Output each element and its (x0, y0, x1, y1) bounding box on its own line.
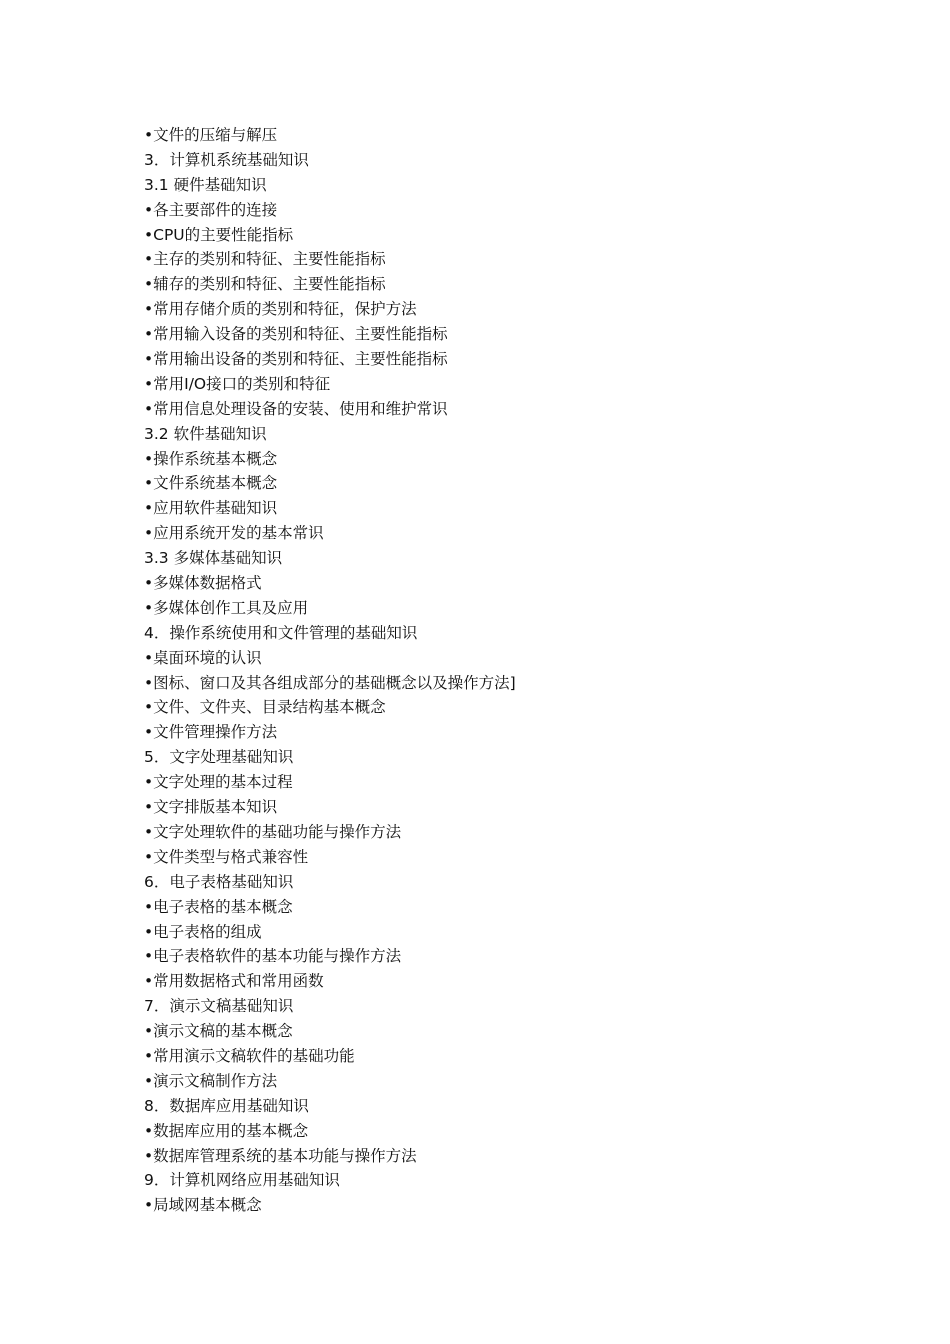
text-line: •常用存储介质的类别和特征，保护方法 (144, 300, 417, 319)
text-line: •演示文稿的基本概念 (144, 1022, 293, 1041)
text-line: •常用输入设备的类别和特征、主要性能指标 (144, 325, 448, 344)
text-line: •文件系统基本概念 (144, 474, 278, 493)
section-heading: 6．电子表格基础知识 (144, 872, 294, 891)
text-line: •应用软件基础知识 (144, 499, 278, 518)
text-line: •局域网基本概念 (144, 1196, 262, 1215)
text-line: •应用系统开发的基本常识 (144, 524, 324, 543)
text-line: •文字处理软件的基础功能与操作方法 (144, 822, 402, 841)
text-line: •常用I/O接口的类别和特征 (144, 374, 331, 393)
text-line: •主存的类别和特征、主要性能指标 (144, 250, 386, 269)
section-heading: 5．文字处理基础知识 (144, 748, 294, 767)
section-heading: 4．操作系统使用和文件管理的基础知识 (144, 623, 418, 642)
text-line: •文件类型与格式兼容性 (144, 847, 309, 866)
text-line: •常用信息处理设备的安装、使用和维护常识 (144, 399, 448, 418)
text-line: •文件的压缩与解压 (144, 126, 278, 144)
text-line: •电子表格的组成 (144, 922, 262, 941)
text-line: •常用演示文稿软件的基础功能 (144, 1046, 355, 1065)
text-line: •桌面环境的认识 (144, 648, 262, 667)
text-line: •数据库管理系统的基本功能与操作方法 (144, 1146, 417, 1165)
text-line: •各主要部件的连接 (144, 200, 278, 219)
section-heading: 9．计算机网络应用基础知识 (144, 1171, 340, 1190)
text-line: •电子表格的基本概念 (144, 897, 293, 916)
subsection-heading: 3.2 软件基础知识 (144, 424, 267, 443)
text-line: •常用数据格式和常用函数 (144, 972, 324, 991)
text-line: •多媒体创作工具及应用 (144, 598, 309, 617)
text-line: •数据库应用的基本概念 (144, 1121, 309, 1140)
section-heading: 8．数据库应用基础知识 (144, 1096, 309, 1115)
syllabus-text-lines (144, 123, 516, 1218)
text-line: •文字处理的基本过程 (144, 773, 293, 792)
section-heading: 7．演示文稿基础知识 (144, 997, 294, 1016)
text-line: •操作系统基本概念 (144, 449, 278, 468)
subsection-heading: 3.1 硬件基础知识 (144, 175, 267, 194)
section-heading: 3．计算机系统基础知识 (144, 150, 309, 169)
text-line: •辅存的类别和特征、主要性能指标 (144, 275, 386, 294)
subsection-heading: 3.3 多媒体基础知识 (144, 549, 283, 568)
text-line: •文件、文件夹、目录结构基本概念 (144, 698, 386, 717)
text-line: •CPU的主要性能指标 (144, 225, 294, 244)
text-line: •文件管理操作方法 (144, 723, 278, 742)
text-line: •常用输出设备的类别和特征、主要性能指标 (144, 350, 448, 369)
text-line: •电子表格软件的基本功能与操作方法 (144, 947, 402, 966)
text-line: •图标、窗口及其各组成部分的基础概念以及操作方法] (144, 673, 516, 692)
text-line: •演示文稿制作方法 (144, 1071, 278, 1090)
text-line: •多媒体数据格式 (144, 574, 262, 593)
text-line: •文字排版基本知识 (144, 798, 278, 817)
